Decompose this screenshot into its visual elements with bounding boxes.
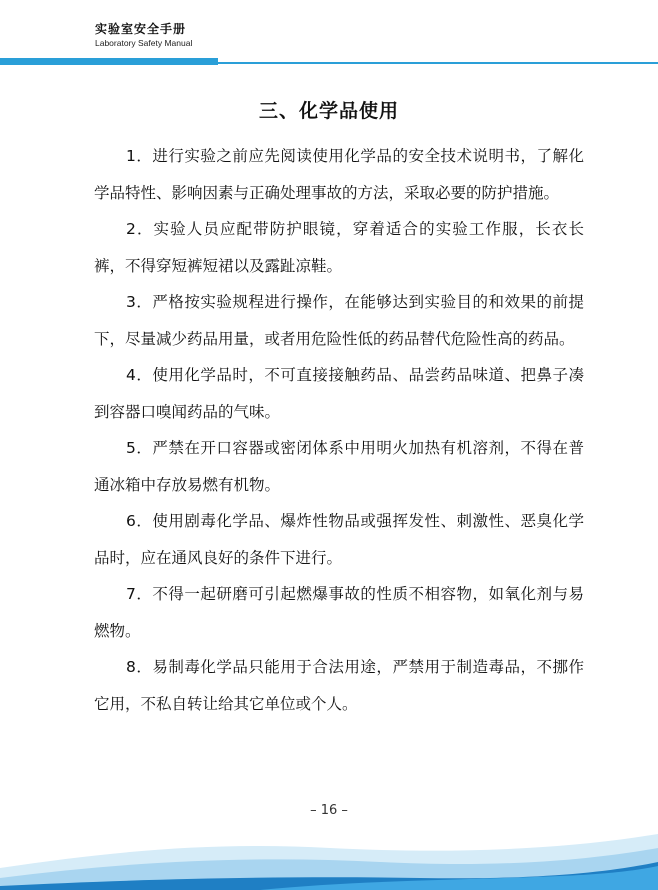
rule-item-2: 2．实验人员应配带防护眼镜，穿着适合的实验工作服，长衣长裤，不得穿短裤短裙以及露趾凉鞋。: [94, 220, 584, 275]
page-number: – 16 –: [310, 803, 348, 818]
rule-item-1: 1．进行实验之前应先阅读使用化学品的安全技术说明书，了解化学品特性、影响因素与正确处理事故的方法，采取必要的防护措施。: [94, 147, 584, 202]
page-header: [0, 0, 658, 72]
header-subtitle: Laboratory Safety Manual: [95, 38, 193, 48]
rule-item-6: 6．使用剧毒化学品、爆炸性物品或强挥发性、刺激性、恶臭化学品时，应在通风良好的条件下进行。: [94, 512, 584, 567]
header-rule-line: [218, 62, 658, 64]
rules-list: [94, 138, 584, 722]
rule-item-7: 7．不得一起研磨可引起燃爆事故的性质不相容物，如氧化剂与易燃物。: [94, 585, 584, 640]
rule-item-5: 5．严禁在开口容器或密闭体系中用明火加热有机溶剂，不得在普通冰箱中存放易燃有机物。: [94, 439, 584, 494]
rule-item-3: 3．严格按实验规程进行操作，在能够达到实验目的和效果的前提下，尽量减少药品用量，或者用危险性低的药品替代危险性高的药品。: [94, 293, 584, 348]
header-title: 实验室安全手册: [95, 22, 187, 36]
section-title: 三、化学品使用: [258, 100, 399, 122]
footer-wave-decoration: [0, 820, 658, 890]
rule-item-8: 8．易制毒化学品只能用于合法用途，严禁用于制造毒品，不挪作它用，不私自转让给其它单位或个人。: [94, 658, 584, 713]
rule-item-4: 4．使用化学品时，不可直接接触药品、品尝药品味道、把鼻子凑到容器口嗅闻药品的气味。: [94, 366, 584, 421]
header-accent-bar: [0, 58, 218, 65]
